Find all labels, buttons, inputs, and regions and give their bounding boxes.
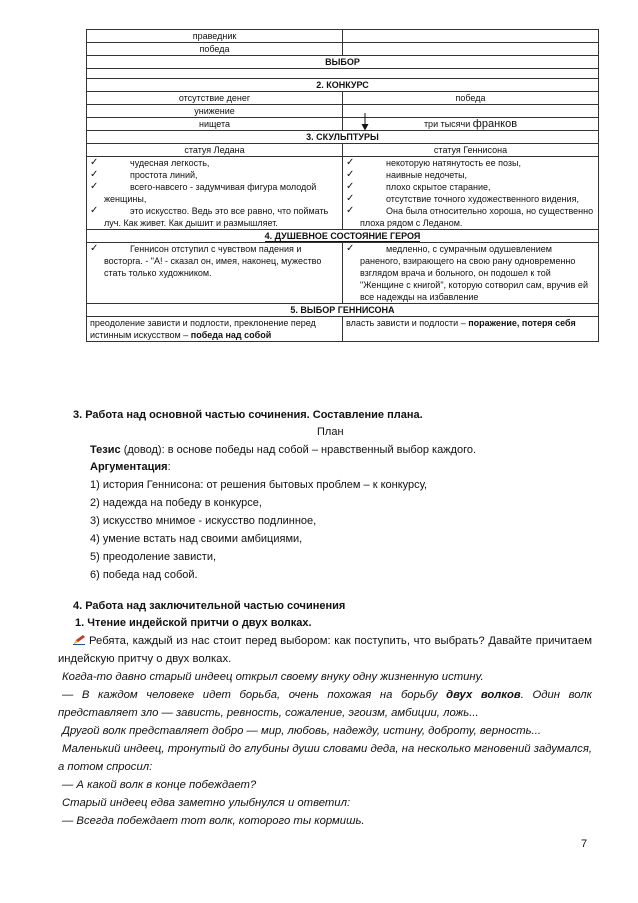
parable-p6: Старый индеец едва заметно улыбнулся и ответил: [62,797,351,809]
check-icon: ✓ [346,169,355,180]
page-number: 7 [581,838,588,850]
section4-subheading: 1. Чтение индейской притчи о двух волках. [75,617,312,629]
table-cell: унижение [87,105,343,118]
table-row [87,105,599,118]
list-item: 2) надежда на победу в конкурсе, [90,497,262,509]
two-wolves-bold: двух волков [446,689,521,701]
table-section-row [87,56,599,69]
list-item: 6) победа над собой. [90,569,198,581]
check-icon: ✓ [90,169,99,180]
table-cell: нищета [87,118,343,131]
section-header-konkurs: 2. КОНКУРС [87,79,599,92]
list-item: ✓ отсутствие точного художественного видения, [346,193,580,204]
check-icon: ✓ [346,193,355,204]
list-item: ✓ чудесная легкость, [90,157,210,168]
check-icon: ✓ [90,205,99,216]
table-cell [87,69,599,79]
table-row [87,43,599,56]
table-empty-row [87,69,599,79]
list-item: ✓ это искусство. Ведь это все равно, что поймать луч. Как живет. Как дышит и размышляет. [90,205,329,228]
franc-amount: три тысячи [423,119,471,129]
table-row [87,118,599,131]
table-cell: отсутствие денег [87,92,343,105]
section3-heading: 3. Работа над основной частью сочинения. Составление плана. [73,409,423,421]
table-cell [343,30,599,43]
comparison-table [86,29,599,342]
table-row [87,92,599,105]
table-cell: победа [87,43,343,56]
list-item: ✓ всего-навсего - задумчивая фигура молодой женщины, [90,181,317,204]
list-item: 4) умение встать над своими амбициями, [90,533,303,545]
table-cell [343,43,599,56]
section-header-vybor: ВЫБОР [87,56,599,69]
check-icon: ✓ [90,243,99,254]
final-right-bold: поражение, потеря себя [468,318,576,328]
final-left: преодоление зависти и подлости, преклонение перед истинным искусством – победа над собой [87,317,343,342]
section-header-dushevnoe: 4. ДУШЕВНОЕ СОСТОЯНИЕ ГЕРОЯ [87,230,599,243]
check-icon: ✓ [90,181,99,192]
table-section-row [87,131,599,144]
arg-label: Аргументация [90,461,168,473]
franc-word: франков [472,118,518,130]
check-icon: ✓ [346,205,355,216]
table-section-row [87,79,599,92]
thesis-label: Тезис [90,444,121,456]
list-item: ✓ плохо скрытое старание, [346,181,491,192]
final-right: власть зависти и подлости – поражение, потеря себя [343,317,599,342]
table-row [87,243,599,304]
check-icon: ✓ [346,243,355,254]
list-item: 1) история Геннисона: от решения бытовых проблем – к конкурсу, [90,479,428,491]
table-row [87,144,599,157]
section-header-vybor-gennisona: 5. ВЫБОР ГЕННИСОНА [87,304,599,317]
table-section-row [87,230,599,243]
parable-p7: — Всегда побеждает тот волк, которого ты кормишь. [62,815,365,827]
list-item: ✓ Она была относительно хороша, но существенно плоха рядом с Леданом. [346,205,594,228]
check-icon: ✓ [346,157,355,168]
list-item: ✓ некоторую натянутость ее позы, [346,157,521,168]
plan-title: План [317,426,344,438]
check-icon: ✓ [90,157,99,168]
parable-p2: — В каждом человеке идет борьба, очень похожая на борьбу двух волков. Один волк представляет зло — зависть, ревность, сожаление, эгоизм, амбиции, ложь... [58,689,592,719]
section4-heading: 4. Работа над заключительной частью сочинения [73,600,346,612]
parable-p1: Когда-то давно старый индеец открыл своему внуку одну жизненную истину. [62,671,484,683]
list-item: ✓ наивные недочеты, [346,169,468,180]
list-item: 5) преодоление зависти, [90,551,217,563]
arg-line: Аргументация: [90,461,171,473]
statue-left-title: статуя Ледана [87,144,343,157]
table-cell: победа [343,92,599,105]
table-cell [343,105,599,118]
table-section-row [87,304,599,317]
thesis-line [90,442,476,458]
list-item: 3) искусство мнимое - искусство подлинное, [90,515,317,527]
check-icon: ✓ [346,181,355,192]
pencil-bullet-icon [73,634,86,645]
table-row [87,30,599,43]
arrow-down-icon [361,113,369,131]
parable-p4: Маленький индеец, тронутый до глубины души словами деда, на несколько мгновений задумался, а потом спросил: [58,743,592,773]
statue-right-list [343,157,599,230]
intro-paragraph: Ребята, каждый из нас стоит перед выбором: как поступить, что выбрать? Давайте причитаем индейскую притчу о двух волках. [58,635,592,665]
statue-left-list [87,157,343,230]
thesis-text: (довод): в основе победы над собой – нравственный выбор каждого. [123,444,477,456]
table-row [87,317,599,342]
final-left-bold: победа над собой [190,330,272,340]
parable-p5: — А какой волк в конце побеждает? [62,779,257,791]
table-cell [343,118,599,131]
soul-left: ✓ Геннисон отступил с чувством падения и восторга. - "А! - сказал он, имея, наконец, мужество стать только художником. [87,243,343,304]
table-cell: праведник [87,30,343,43]
table-row [87,157,599,230]
section-header-skulptury: 3. СКУЛЬПТУРЫ [87,131,599,144]
statue-right-title: статуя Геннисона [343,144,599,157]
soul-right: ✓ медленно, с сумрачным одушевлением раненого, взирающего на свою рану одновременно взглядом врача и больного, он подошел к той "Женщине с книгой", которую сотворил сам, вручив ей все надежды на избавление [343,243,599,304]
list-item: ✓ простота линий, [90,169,198,180]
parable-p3: Другой волк представляет добро — мир, любовь, надежду, истину, доброту, верность... [62,725,542,737]
